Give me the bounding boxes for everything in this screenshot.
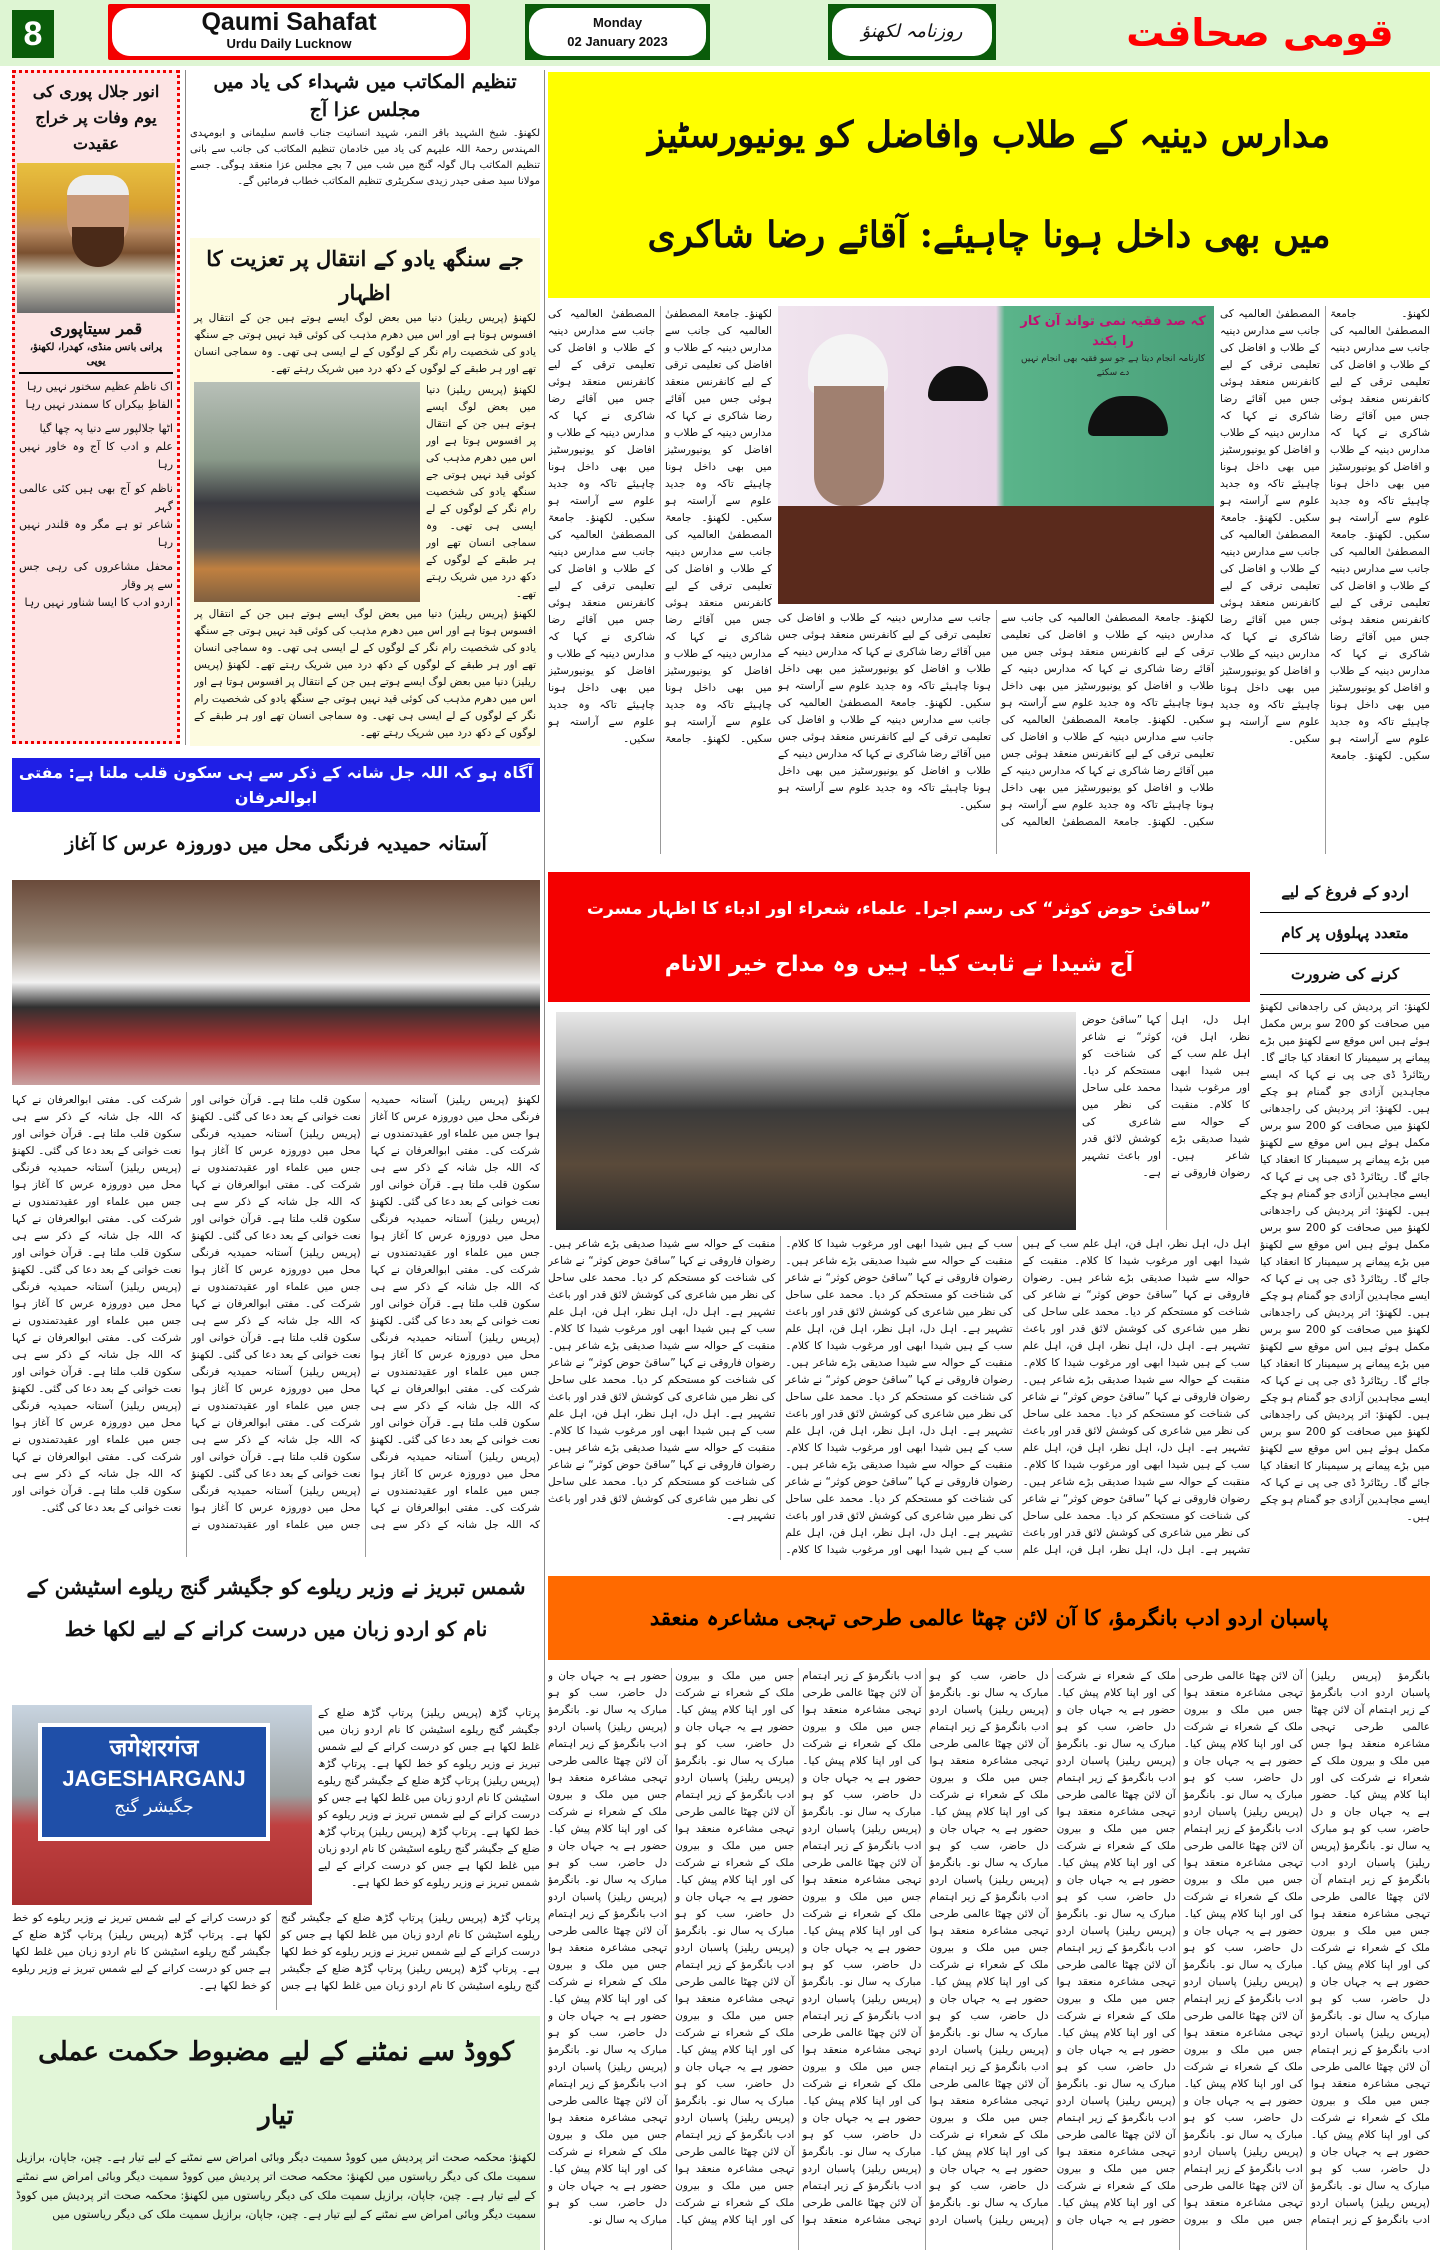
station-photo bbox=[12, 1705, 312, 1905]
page-number: 8 bbox=[12, 10, 54, 58]
masthead bbox=[0, 0, 1440, 66]
urs-body: لکھنؤ (پریس ریلیز) آستانہ حمیدیہ فرنگی محل میں دوروزہ عرس کا آغاز ہوا جس میں علماء اور عقیدتمندوں نے شرکت کی۔ مفتی ابوالعرفان نے کہا کہ اللہ جل شانہ کے ذکر سے ہی سکون قلب ملتا ہے۔ قرآن خوانی اور نعت خوانی کے بعد دعا کی گئی۔ لکھنؤ (پریس ریلیز) آستانہ حمیدیہ فرنگی محل میں دوروزہ عرس کا آغاز ہوا جس میں علماء اور عقیدتمندوں نے شرکت کی۔ مفتی ابوالعرفان نے کہا کہ اللہ جل شانہ کے ذکر سے ہی سکون قلب ملتا ہے۔ قرآن خوانی اور نعت خوانی کے بعد دعا کی گئی۔ لکھنؤ (پریس ریلیز) آستانہ حمیدیہ فرنگی محل میں دوروزہ عرس کا آغاز ہوا جس میں علماء اور عقیدتمندوں نے شرکت کی۔ مفتی ابوالعرفان نے کہا کہ اللہ جل شانہ کے ذکر سے ہی سکون قلب ملتا ہے۔ قرآن خوانی اور نعت خوانی کے بعد دعا کی گئی۔ لکھنؤ (پریس ریلیز) آستانہ حمیدیہ فرنگی محل میں دوروزہ عرس کا آغاز ہوا جس میں علماء اور عقیدتمندوں نے شرکت کی۔ مفتی ابوالعرفان نے کہا کہ اللہ جل شانہ کے ذکر سے ہی سکون قلب ملتا ہے۔ قرآن خوانی اور نعت خوانی کے بعد دعا کی گئی۔ لکھنؤ (پریس ریلیز) آستانہ حمیدیہ فرنگی محل میں دوروزہ عرس کا آغاز ہوا جس میں علماء اور عقیدتمندوں نے شرکت کی۔ مفتی ابوالعرفان نے کہا کہ اللہ جل شانہ کے ذکر سے ہی سکون قلب ملتا ہے۔ قرآن خوانی اور نعت خوانی کے بعد دعا کی گئی۔ لکھنؤ (پریس ریلیز) آستانہ حمیدیہ فرنگی محل میں دوروزہ عرس کا آغاز ہوا جس میں علماء اور عقیدتمندوں نے شرکت کی۔ مفتی ابوالعرفان نے کہا کہ اللہ جل شانہ کے ذکر سے ہی سکون قلب ملتا ہے۔ قرآن خوانی اور نعت خوانی کے بعد دعا کی گئی۔ لکھنؤ (پریس ریلیز) آستانہ حمیدیہ فرنگی محل میں دوروزہ عرس کا آغاز ہوا جس میں علماء اور عقیدتمندوں نے شرکت کی۔ مفتی ابوالعرفان نے کہا کہ اللہ جل شانہ کے ذکر سے ہی سکون قلب ملتا ہے۔ قرآن خوانی اور نعت خوانی کے بعد دعا کی گئی۔ لکھنؤ (پریس ریلیز) آستانہ حمیدیہ فرنگی محل میں دوروزہ عرس کا آغاز ہوا جس میں علماء اور عقیدتمندوں نے شرکت کی۔ مفتی ابوالعرفان نے کہا کہ اللہ جل شانہ کے ذکر سے ہی سکون قلب ملتا ہے۔ قرآن خوانی اور نعت خوانی کے بعد دعا کی گئی۔ لکھنؤ (پریس ریلیز) آستانہ حمیدیہ فرنگی محل میں دوروزہ عرس کا آغاز ہوا جس میں علماء اور عقیدتمندوں نے شرکت کی۔ مفتی ابوالعرفان نے کہا کہ اللہ جل شانہ کے ذکر سے ہی سکون قلب ملتا ہے۔ قرآن خوانی اور نعت خوانی کے بعد دعا کی گئی۔ لکھنؤ (پریس ریلیز) آستانہ حمیدیہ فرنگی محل میں دوروزہ عرس کا آغاز ہوا جس میں علماء اور عقیدتمندوں نے شرکت کی۔ مفتی ابوالعرفان نے کہا کہ اللہ جل شانہ کے ذکر سے ہی سکون قلب ملتا ہے۔ قرآن خوانی اور نعت خوانی کے بعد دعا کی گئی۔ لکھنؤ (پریس ریلیز) آستانہ حمیدیہ فرنگی محل میں دوروزہ عرس کا آغاز ہوا جس میں علماء اور عقیدتمندوں نے شرکت کی۔ مفتی ابوالعرفان نے کہا کہ اللہ جل شانہ کے ذکر سے ہی سکون قلب ملتا ہے۔ قرآن خوانی اور نعت خوانی کے بعد دعا کی گئی۔ bbox=[12, 1094, 540, 1531]
pasban-body: بانگرمؤ (پریس ریلیز) پاسبان اردو ادب بانگرمؤ کے زیر اہتمام آن لائن چھٹا عالمی طرحی تہجی مشاعرہ منعقد ہوا جس میں ملک و بیرون ملک کے شعراء نے شرکت کی اور اپنا کلام پیش کیا۔ حضور ہے یہ جہاں جان و دل حاضر، سب کو ہو مبارک یہ سال نو۔ بانگرمؤ (پریس ریلیز) پاسبان اردو ادب بانگرمؤ کے زیر اہتمام آن لائن چھٹا عالمی طرحی تہجی مشاعرہ منعقد ہوا جس میں ملک و بیرون ملک کے شعراء نے شرکت کی اور اپنا کلام پیش کیا۔ حضور ہے یہ جہاں جان و دل حاضر، سب کو ہو مبارک یہ سال نو۔ بانگرمؤ (پریس ریلیز) پاسبان اردو ادب بانگرمؤ کے زیر اہتمام آن لائن چھٹا عالمی طرحی تہجی مشاعرہ منعقد ہوا جس میں ملک و بیرون ملک کے شعراء نے شرکت کی اور اپنا کلام پیش کیا۔ حضور ہے یہ جہاں جان و دل حاضر، سب کو ہو مبارک یہ سال نو۔ بانگرمؤ (پریس ریلیز) پاسبان اردو ادب بانگرمؤ کے زیر اہتمام آن لائن چھٹا عالمی طرحی تہجی مشاعرہ منعقد ہوا جس میں ملک و بیرون ملک کے شعراء نے شرکت کی اور اپنا کلام پیش کیا۔ حضور ہے یہ جہاں جان و دل حاضر، سب کو ہو مبارک یہ سال نو۔ بانگرمؤ (پریس ریلیز) پاسبان اردو ادب بانگرمؤ کے زیر اہتمام آن لائن چھٹا عالمی طرحی تہجی مشاعرہ منعقد ہوا جس میں ملک و بیرون ملک کے شعراء نے شرکت کی اور اپنا کلام پیش کیا۔ حضور ہے یہ جہاں جان و دل حاضر، سب کو ہو مبارک یہ سال نو۔ بانگرمؤ (پریس ریلیز) پاسبان اردو ادب بانگرمؤ کے زیر اہتمام آن لائن چھٹا عالمی طرحی تہجی مشاعرہ منعقد ہوا جس میں ملک و بیرون ملک کے شعراء نے شرکت کی اور اپنا کلام پیش کیا۔ حضور ہے یہ جہاں جان و دل حاضر، سب کو ہو مبارک یہ سال نو۔ بانگرمؤ (پریس ریلیز) پاسبان اردو ادب بانگرمؤ کے زیر اہتمام آن لائن چھٹا عالمی طرحی تہجی مشاعرہ منعقد ہوا جس میں ملک و بیرون ملک کے شعراء نے شرکت کی اور اپنا کلام پیش کیا۔ حضور ہے یہ جہاں جان و دل حاضر، سب کو ہو مبارک یہ سال نو۔ بانگرمؤ (پریس ریلیز) پاسبان اردو ادب بانگرمؤ کے زیر اہتمام آن لائن چھٹا عالمی طرحی تہجی مشاعرہ منعقد ہوا جس میں ملک و بیرون ملک کے شعراء نے شرکت کی اور اپنا کلام پیش کیا۔ حضور ہے یہ جہاں جان و دل حاضر، سب کو ہو مبارک یہ سال نو۔ بانگرمؤ (پریس ریلیز) پاسبان اردو ادب بانگرمؤ کے زیر اہتمام آن لائن چھٹا عالمی طرحی تہجی مشاعرہ منعقد ہوا جس میں ملک و بیرون ملک کے شعراء نے شرکت کی اور اپنا کلام پیش کیا۔ حضور ہے یہ جہاں جان و دل حاضر، سب کو ہو مبارک یہ سال نو۔ بانگرمؤ (پریس ریلیز) پاسبان اردو ادب بانگرمؤ کے زیر اہتمام آن لائن چھٹا عالمی طرحی تہجی مشاعرہ منعقد ہوا جس میں ملک و بیرون ملک کے شعراء نے شرکت کی اور اپنا کلام پیش کیا۔ حضور ہے یہ جہاں جان و دل حاضر، سب کو ہو مبارک یہ سال نو۔ بانگرمؤ (پریس ریلیز) پاسبان اردو ادب بانگرمؤ کے زیر اہتمام آن لائن چھٹا عالمی طرحی تہجی مشاعرہ منعقد ہوا جس میں ملک و بیرون ملک کے شعراء نے شرکت کی اور اپنا کلام پیش کیا۔ حضور ہے یہ جہاں جان و دل حاضر، سب کو ہو مبارک یہ سال نو۔ بانگرمؤ (پریس ریلیز) پاسبان اردو ادب بانگرمؤ کے زیر اہتمام آن لائن چھٹا عالمی طرحی تہجی مشاعرہ منعقد ہوا جس میں ملک و بیرون ملک کے شعراء نے شرکت کی اور اپنا کلام پیش کیا۔ حضور ہے یہ جہاں جان و دل حاضر، سب کو ہو مبارک یہ سال نو۔ بانگرمؤ (پریس ریلیز) پاسبان اردو ادب بانگرمؤ کے زیر اہتمام آن لائن چھٹا عالمی طرحی تہجی مشاعرہ منعقد ہوا جس میں ملک و بیرون ملک کے شعراء نے شرکت کی اور اپنا کلام پیش کیا۔ حضور ہے یہ جہاں جان و دل حاضر، سب کو ہو مبارک یہ سال نو۔ بانگرمؤ (پریس ریلیز) پاسبان اردو ادب بانگرمؤ کے زیر اہتمام آن لائن چھٹا عالمی طرحی تہجی مشاعرہ منعقد ہوا جس میں ملک و بیرون ملک کے شعراء نے شرکت کی اور اپنا کلام پیش کیا۔ حضور ہے یہ جہاں جان و دل حاضر، سب کو ہو مبارک یہ سال نو۔ بانگرمؤ (پریس ریلیز) پاسبان اردو ادب بانگرمؤ کے زیر اہتمام آن لائن چھٹا عالمی طرحی تہجی مشاعرہ منعقد ہوا جس میں ملک و بیرون ملک کے شعراء نے شرکت کی اور اپنا کلام پیش کیا۔ حضور ہے یہ جہاں جان و دل حاضر، سب کو ہو مبارک یہ سال نو۔ بانگرمؤ (پریس ریلیز) پاسبان اردو ادب بانگرمؤ کے زیر اہتمام آن لائن چھٹا عالمی طرحی تہجی مشاعرہ منعقد ہوا جس میں ملک و بیرون ملک کے شعراء نے شرکت کی اور اپنا کلام پیش کیا۔ حضور ہے یہ جہاں جان و دل حاضر، سب کو ہو مبارک یہ سال نو۔ بانگرمؤ (پریس ریلیز) پاسبان اردو ادب بانگرمؤ کے زیر اہتمام آن لائن چھٹا عالمی طرحی تہجی مشاعرہ منعقد ہوا جس میں ملک و بیرون ملک کے شعراء نے شرکت کی اور اپنا کلام پیش کیا۔ حضور ہے یہ جہاں جان و دل حاضر، سب کو ہو مبارک یہ سال نو۔ بانگرمؤ (پریس ریلیز) پاسبان اردو ادب بانگرمؤ کے زیر اہتمام آن لائن چھٹا عالمی طرحی تہجی مشاعرہ منعقد ہوا جس میں ملک و بیرون ملک کے شعراء نے شرکت کی اور اپنا کلام پیش کیا۔ حضور ہے یہ جہاں جان و دل حاضر، سب کو ہو مبارک یہ سال نو۔ بانگرمؤ (پریس ریلیز) پاسبان اردو ادب بانگرمؤ کے زیر اہتمام آن لائن چھٹا عالمی طرحی تہجی مشاعرہ منعقد ہوا جس میں ملک و بیرون ملک کے شعراء نے شرکت کی اور اپنا کلام پیش کیا۔ حضور ہے یہ جہاں جان و دل حاضر، سب کو ہو مبارک یہ سال نو۔ بانگرمؤ (پریس ریلیز) پاسبان اردو ادب بانگرمؤ کے زیر اہتمام آن لائن چھٹا عالمی طرحی تہجی مشاعرہ منعقد ہوا جس میں ملک و بیرون ملک کے شعراء نے شرکت کی اور اپنا کلام پیش کیا۔ حضور ہے یہ جہاں جان و دل حاضر، سب کو ہو مبارک یہ سال نو۔ بانگرمؤ (پریس ریلیز) پاسبان اردو ادب بانگرمؤ کے زیر اہتمام آن لائن چھٹا عالمی طرحی تہجی مشاعرہ منعقد ہوا جس میں ملک و بیرون ملک کے شعراء نے شرکت کی اور اپنا کلام پیش کیا۔ حضور ہے یہ جہاں جان و دل حاضر، سب کو ہو مبارک یہ سال نو۔ بانگرمؤ (پریس ریلیز) پاسبان اردو ادب بانگرمؤ کے زیر اہتمام آن لائن چھٹا عالمی طرحی تہجی مشاعرہ منعقد ہوا جس میں ملک و بیرون ملک کے شعراء نے شرکت کی اور اپنا کلام پیش کیا۔ حضور ہے یہ جہاں جان و دل حاضر، سب کو ہو مبارک یہ سال نو۔ بانگرمؤ (پریس ریلیز) پاسبان اردو ادب بانگرمؤ کے زیر اہتمام آن لائن چھٹا عالمی طرحی تہجی مشاعرہ منعقد ہوا جس میں ملک و بیرون ملک کے شعراء نے شرکت کی اور اپنا کلام پیش کیا۔ حضور ہے یہ جہاں جان و دل حاضر، سب کو ہو مبارک یہ سال نو۔ bbox=[548, 1670, 1430, 2226]
lead-photo bbox=[778, 306, 1214, 604]
promo-headline-line3: کرنے کی ضرورت bbox=[1260, 954, 1430, 995]
verse: ناظم کو آج بھی ہیں کئی عالمی گہر bbox=[19, 482, 173, 513]
promo-body: لکھنؤ: اتر پردیش کی راجدھانی لکھنؤ میں صحافت کو 200 سو برس مکمل ہوئے ہیں اس موقع سے لکھنؤ میں بڑے پیمانے پر سیمینار کا انعقاد کیا جائے گا۔ ریٹائرڈ ڈی جی پی نے کہا کہ ایسے مجاہدین آزادی جو گمنام ہو چکے ہیں۔ لکھنؤ: اتر پردیش کی راجدھانی لکھنؤ میں صحافت کو 200 سو برس مکمل ہوئے ہیں اس موقع سے لکھنؤ میں بڑے پیمانے پر سیمینار کا انعقاد کیا جائے گا۔ ریٹائرڈ ڈی جی پی نے کہا کہ ایسے مجاہدین آزادی جو گمنام ہو چکے ہیں۔ لکھنؤ: اتر پردیش کی راجدھانی لکھنؤ میں صحافت کو 200 سو برس مکمل ہوئے ہیں اس موقع سے لکھنؤ میں بڑے پیمانے پر سیمینار کا انعقاد کیا جائے گا۔ ریٹائرڈ ڈی جی پی نے کہا کہ ایسے مجاہدین آزادی جو گمنام ہو چکے ہیں۔ لکھنؤ: اتر پردیش کی راجدھانی لکھنؤ میں صحافت کو 200 سو برس مکمل ہوئے ہیں اس موقع سے لکھنؤ میں بڑے پیمانے پر سیمینار کا انعقاد کیا جائے گا۔ ریٹائرڈ ڈی جی پی نے کہا کہ ایسے مجاہدین آزادی جو گمنام ہو چکے ہیں۔ لکھنؤ: اتر پردیش کی راجدھانی لکھنؤ میں صحافت کو 200 سو برس مکمل ہوئے ہیں اس موقع سے لکھنؤ میں بڑے پیمانے پر سیمینار کا انعقاد کیا جائے گا۔ ریٹائرڈ ڈی جی پی نے کہا کہ ایسے مجاہدین آزادی جو گمنام ہو چکے ہیں۔ bbox=[1260, 1001, 1430, 1523]
verse: اک ناظمِ عظیم سخنور نہیں رہا bbox=[26, 380, 173, 393]
poet-name: قمر سیتاپوری bbox=[49, 319, 143, 338]
condolence-photo bbox=[194, 382, 420, 602]
verse: اردو ادب کا ایسا شناور نہیں رہا bbox=[24, 596, 173, 609]
jaysingh-article bbox=[190, 238, 540, 746]
urdu-logo: قومی صحافت bbox=[1126, 11, 1394, 55]
column-divider bbox=[185, 70, 186, 745]
paper-subtitle: Urdu Daily Lucknow bbox=[226, 36, 352, 51]
verse: اٹھا جلالپور سے دنیا پہ چھا گیا bbox=[39, 422, 173, 435]
lead-headline-box bbox=[548, 72, 1430, 298]
lead-body-left: لکھنؤ۔ جامعۃ المصطفیٰ العالمیہ کی جانب سے مدارس دینیہ کے طلاب و افاضل کی تعلیمی ترقی کے لیے کانفرنس منعقد ہوئی جس میں آقائے رضا شاکری نے کہا کہ مدارس دینیہ کے طلاب و افاضل کو یونیورسٹیز میں بھی داخل ہونا چاہیئے تاکہ وہ جدید علوم سے آراستہ ہو سکیں۔ لکھنؤ۔ جامعۃ المصطفیٰ العالمیہ کی جانب سے مدارس دینیہ کے طلاب و افاضل کی تعلیمی ترقی کے لیے کانفرنس منعقد ہوئی جس میں آقائے رضا شاکری نے کہا کہ مدارس دینیہ کے طلاب و افاضل کو یونیورسٹیز میں بھی داخل ہونا چاہیئے تاکہ وہ جدید علوم سے آراستہ ہو سکیں۔ لکھنؤ۔ جامعۃ المصطفیٰ العالمیہ کی جانب سے مدارس دینیہ کے طلاب و افاضل کی تعلیمی ترقی کے لیے کانفرنس منعقد ہوئی جس میں آقائے رضا شاکری نے کہا کہ مدارس دینیہ کے طلاب و افاضل کو یونیورسٹیز میں بھی داخل ہونا چاہیئے تاکہ وہ جدید علوم سے آراستہ ہو سکیں۔ لکھنؤ۔ جامعۃ المصطفیٰ العالمیہ کی جانب سے مدارس دینیہ کے طلاب و افاضل کی تعلیمی ترقی کے لیے کانفرنس منعقد ہوئی جس میں آقائے رضا شاکری نے کہا کہ مدارس دینیہ کے طلاب و افاضل کو یونیورسٹیز میں بھی داخل ہونا چاہیئے تاکہ وہ جدید علوم سے آراستہ ہو سکیں۔ bbox=[548, 308, 772, 745]
jaysingh-headline: جے سنگھ یادو کے انتقال پر تعزیت کا اظہار bbox=[206, 246, 524, 305]
railway-body: پرتاپ گڑھ (پریس ریلیز) پرتاپ گڑھ ضلع کے جگیشر گنج ریلوے اسٹیشن کا نام اردو زبان میں غلط لکھا ہے جس کو درست کرانے کے لیے شمس تبریز نے وزیر ریلوے کو خط لکھا ہے۔ پرتاپ گڑھ (پریس ریلیز) پرتاپ گڑھ ضلع کے جگیشر گنج ریلوے اسٹیشن کا نام اردو زبان میں غلط لکھا ہے جس کو درست کرانے کے لیے شمس تبریز نے وزیر ریلوے کو خط لکھا ہے۔ پرتاپ گڑھ (پریس ریلیز) پرتاپ گڑھ ضلع کے جگیشر گنج ریلوے اسٹیشن کا نام اردو زبان میں غلط لکھا ہے جس کو درست کرانے کے لیے شمس تبریز نے وزیر ریلوے کو خط لکھا ہے۔ bbox=[12, 1912, 540, 1992]
tribute-headline: انور جلال پوری کی یوم وفات پر خراج عقیدت bbox=[32, 82, 160, 153]
book-launch-photo bbox=[556, 1012, 1076, 1230]
banner-persian: کہ صد فقیہ نمی تواند آن کار را بکند bbox=[1020, 314, 1206, 349]
covid-body: لکھنؤ: محکمہ صحت اتر پردیش میں کووڈ سمیت دیگر وبائی امراض سے نمٹنے کے لیے تیار ہے۔ چین، جاپان، برازیل سمیت ملک کی دیگر ریاستوں میں لکھنؤ: محکمہ صحت اتر پردیش میں کووڈ سمیت دیگر وبائی امراض سے نمٹنے کے لیے تیار ہے۔ چین، جاپان، برازیل سمیت ملک کی دیگر ریاستوں میں لکھنؤ: محکمہ صحت اتر پردیش میں کووڈ سمیت دیگر وبائی امراض سے نمٹنے کے لیے تیار ہے۔ چین، جاپان، برازیل سمیت ملک کی دیگر ریاستوں میں bbox=[16, 2151, 536, 2221]
tanzeem-body: لکھنؤ۔ شیخ الشہید باقر النمر، شہید انسانیت جناب قاسم سلیمانی و ابومہدی المہندس رحمۃ اللہ علیہم کی یاد میں خادمان تنظیم المکاتب کی جانب سے بانی تنظیم المکاتب ہال گولہ گنج میں شب میں 7 بجے مجلس عزا منعقد ہوگی۔ جسے مولانا سید صفی حیدر زیدی سکریٹری تنظیم المکاتب خطاب فرمائیں گے۔ bbox=[190, 128, 540, 187]
column-divider bbox=[544, 70, 545, 2250]
lead-headline-line2: میں بھی داخل ہونا چاہیئے: آقائے رضا شاکری bbox=[647, 214, 1331, 256]
verse: محفل مشاعروں کی رہی جس سے پر وقار bbox=[19, 560, 173, 591]
urs-headline: آستانہ حمیدیہ فرنگی محل میں دوروزہ عرس کا آغاز bbox=[65, 833, 487, 855]
lead-body-right: لکھنؤ۔ جامعۃ المصطفیٰ العالمیہ کی جانب سے مدارس دینیہ کے طلاب و افاضل کی تعلیمی ترقی کے لیے کانفرنس منعقد ہوئی جس میں آقائے رضا شاکری نے کہا کہ مدارس دینیہ کے طلاب و افاضل کو یونیورسٹیز میں بھی داخل ہونا چاہیئے تاکہ وہ جدید علوم سے آراستہ ہو سکیں۔ لکھنؤ۔ جامعۃ المصطفیٰ العالمیہ کی جانب سے مدارس دینیہ کے طلاب و افاضل کی تعلیمی ترقی کے لیے کانفرنس منعقد ہوئی جس میں آقائے رضا شاکری نے کہا کہ مدارس دینیہ کے طلاب و افاضل کو یونیورسٹیز میں بھی داخل ہونا چاہیئے تاکہ وہ جدید علوم سے آراستہ ہو سکیں۔ لکھنؤ۔ جامعۃ المصطفیٰ العالمیہ کی جانب سے مدارس دینیہ کے طلاب و افاضل کی تعلیمی ترقی کے لیے کانفرنس منعقد ہوئی جس میں آقائے رضا شاکری نے کہا کہ مدارس دینیہ کے طلاب و افاضل کو یونیورسٹیز میں بھی داخل ہونا چاہیئے تاکہ وہ جدید علوم سے آراستہ ہو سکیں۔ لکھنؤ۔ جامعۃ المصطفیٰ العالمیہ کی جانب سے مدارس دینیہ کے طلاب و افاضل کی تعلیمی ترقی کے لیے کانفرنس منعقد ہوئی جس میں آقائے رضا شاکری نے کہا کہ مدارس دینیہ کے طلاب و افاضل کو یونیورسٹیز میں بھی داخل ہونا چاہیئے تاکہ وہ جدید علوم سے آراستہ ہو سکیں۔ bbox=[1220, 308, 1430, 762]
tribute-verses bbox=[19, 378, 173, 612]
tribute-box bbox=[12, 70, 180, 744]
covid-headline: کووڈ سے نمٹنے کے لیے مضبوط حکمت عملی تیار bbox=[38, 2037, 514, 2131]
day: Monday bbox=[592, 15, 643, 30]
pasban-headline: پاسبان اردو ادب بانگرمؤ، کا آن لائن چھٹا عالمی طرحی تہجی مشاعرہ منعقد bbox=[548, 1576, 1430, 1660]
urdu-promo-article bbox=[1260, 872, 1430, 1560]
jaysingh-body: لکھنؤ (پریس ریلیز) دنیا میں بعض لوگ ایسے ہوتے ہیں جن کے انتقال پر افسوس ہوتا ہے اور اس میں دھرم مذہب کی کوئی قید نہیں ہوتی جے سنگھ یادو کی شخصیت رام نگر کے لوگوں کے لے ایسی ہی تھی۔ وہ سماجی انسان تھے اور ہر طبقے کے لوگوں کے دکھ درد میں شریک رہتے تھے۔ bbox=[426, 384, 536, 600]
lead-headline-line1: مدارس دینیہ کے طلاب وافاضل کو یونیورسٹیز bbox=[647, 114, 1331, 156]
verse: الفاظِ بیکراں کا سمندر نہیں رہا bbox=[25, 398, 173, 411]
saqi-headline-line1: ”ساقیٔ حوض کوثر“ کی رسم اجرا۔ علماء، شعراء اور ادباء کا اظہار مسرت bbox=[586, 899, 1212, 919]
urs-photo bbox=[12, 880, 540, 1085]
roznama-box bbox=[828, 4, 996, 60]
paper-title: Qaumi Sahafat bbox=[201, 8, 377, 36]
covid-article bbox=[12, 2016, 540, 2250]
railway-headline: شمس تبریز نے وزیر ریلوے کو جگیشر گنج ریلوے اسٹیشن کے نام کو اردو زبان میں درست کرانے کے لیے لکھا خط bbox=[26, 1575, 526, 1641]
saqi-headline-box bbox=[548, 872, 1250, 1002]
jaysingh-intro: لکھنؤ (پریس ریلیز) دنیا میں بعض لوگ ایسے ہوتے ہیں جن کے انتقال پر افسوس ہوتا ہے اور اس میں دھرم مذہب کی کوئی قید نہیں ہوتی جے سنگھ یادو کی شخصیت رام نگر کے لوگوں کے لے ایسی ہی تھی۔ وہ سماجی انسان تھے اور ہر طبقے کے لوگوں کے دکھ درد میں شریک رہتے تھے۔ bbox=[194, 312, 536, 375]
date: 02 January 2023 bbox=[567, 34, 668, 49]
paper-name-box bbox=[108, 4, 470, 60]
sign-hindi: जगेशरगंज bbox=[109, 1734, 199, 1762]
tanzeem-article bbox=[190, 68, 540, 232]
promo-headline-line2: متعدد پہلوؤں پر کام bbox=[1260, 913, 1430, 954]
quote-banner: آگاہ ہو کہ اللہ جل شانہ کے ذکر سے ہی سکون قلب ملتا ہے: مفتی ابوالعرفان bbox=[12, 758, 540, 812]
verse: علم و ادب کا آج وہ خاور نہیں رہا bbox=[19, 440, 173, 471]
poet-address: پرانی بانس منڈی، کھدرا، لکھنؤ، یوپی bbox=[19, 341, 173, 374]
date-box bbox=[525, 4, 710, 60]
saqi-body-side: اہل دل، اہل نظر، اہل فن، اہل علم سب کے ہیں شیدا ابھی اور مرغوب شیدا کا کلام۔ منقبت کے حوالہ سے شیدا صدیقی بڑے شاعر ہیں۔ رضوان فاروقی نے کہا ”ساقیٔ حوض کوثر“ نے شاعر کی شناخت کو مستحکم کر دیا۔ محمد علی ساحل کی نظر میں شاعری کی کوشش لائق قدر اور باعث تشہیر ہے۔ bbox=[1082, 1014, 1250, 1179]
verse: شاعر تو ہے مگر وہ قلندر نہیں رہا bbox=[19, 518, 173, 549]
saqi-body: اہل دل، اہل نظر، اہل فن، اہل علم سب کے ہیں شیدا ابھی اور مرغوب شیدا کا کلام۔ منقبت کے حوالہ سے شیدا صدیقی بڑے شاعر ہیں۔ رضوان فاروقی نے کہا ”ساقیٔ حوض کوثر“ نے شاعر کی شناخت کو مستحکم کر دیا۔ محمد علی ساحل کی نظر میں شاعری کی کوشش لائق قدر اور باعث تشہیر ہے۔ اہل دل، اہل نظر، اہل فن، اہل علم سب کے ہیں شیدا ابھی اور مرغوب شیدا کا کلام۔ منقبت کے حوالہ سے شیدا صدیقی بڑے شاعر ہیں۔ رضوان فاروقی نے کہا ”ساقیٔ حوض کوثر“ نے شاعر کی شناخت کو مستحکم کر دیا۔ محمد علی ساحل کی نظر میں شاعری کی کوشش لائق قدر اور باعث تشہیر ہے۔ اہل دل، اہل نظر، اہل فن، اہل علم سب کے ہیں شیدا ابھی اور مرغوب شیدا کا کلام۔ منقبت کے حوالہ سے شیدا صدیقی بڑے شاعر ہیں۔ رضوان فاروقی نے کہا ”ساقیٔ حوض کوثر“ نے شاعر کی شناخت کو مستحکم کر دیا۔ محمد علی ساحل کی نظر میں شاعری کی کوشش لائق قدر اور باعث تشہیر ہے۔ اہل دل، اہل نظر، اہل فن، اہل علم سب کے ہیں شیدا ابھی اور مرغوب شیدا کا کلام۔ منقبت کے حوالہ سے شیدا صدیقی بڑے شاعر ہیں۔ رضوان فاروقی نے کہا ”ساقیٔ حوض کوثر“ نے شاعر کی شناخت کو مستحکم کر دیا۔ محمد علی ساحل کی نظر میں شاعری کی کوشش لائق قدر اور باعث تشہیر ہے۔ اہل دل، اہل نظر، اہل فن، اہل علم سب کے ہیں شیدا ابھی اور مرغوب شیدا کا کلام۔ منقبت کے حوالہ سے شیدا صدیقی بڑے شاعر ہیں۔ رضوان فاروقی نے کہا ”ساقیٔ حوض کوثر“ نے شاعر کی شناخت کو مستحکم کر دیا۔ محمد علی ساحل کی نظر میں شاعری کی کوشش لائق قدر اور باعث تشہیر ہے۔ اہل دل، اہل نظر، اہل فن، اہل علم سب کے ہیں شیدا ابھی اور مرغوب شیدا کا کلام۔ منقبت کے حوالہ سے شیدا صدیقی بڑے شاعر ہیں۔ رضوان فاروقی نے کہا ”ساقیٔ حوض کوثر“ نے شاعر کی شناخت کو مستحکم کر دیا۔ محمد علی ساحل کی نظر میں شاعری کی کوشش لائق قدر اور باعث تشہیر ہے۔ اہل دل، اہل نظر، اہل فن، اہل علم سب کے ہیں شیدا ابھی اور مرغوب شیدا کا کلام۔ منقبت کے حوالہ سے شیدا صدیقی بڑے شاعر ہیں۔ رضوان فاروقی نے کہا ”ساقیٔ حوض کوثر“ نے شاعر کی شناخت کو مستحکم کر دیا۔ محمد علی ساحل کی نظر میں شاعری کی کوشش لائق قدر اور باعث تشہیر ہے۔ اہل دل، اہل نظر، اہل فن، اہل علم سب کے ہیں شیدا ابھی اور مرغوب شیدا کا کلام۔ منقبت کے حوالہ سے شیدا صدیقی بڑے شاعر ہیں۔ رضوان فاروقی نے کہا ”ساقیٔ حوض کوثر“ نے شاعر کی شناخت کو مستحکم کر دیا۔ محمد علی ساحل کی نظر میں شاعری کی کوشش لائق قدر اور باعث تشہیر ہے۔ اہل دل، اہل نظر، اہل فن، اہل علم سب کے ہیں شیدا ابھی اور مرغوب شیدا کا کلام۔ منقبت کے حوالہ سے شیدا صدیقی بڑے شاعر ہیں۔ رضوان فاروقی نے کہا ”ساقیٔ حوض کوثر“ نے شاعر کی شناخت کو مستحکم کر دیا۔ محمد علی ساحل کی نظر میں شاعری کی کوشش لائق قدر اور باعث تشہیر ہے۔ bbox=[548, 1238, 1250, 1556]
saqi-headline-line2: آج شیدا نے ثابت کیا۔ ہیں وہ مداح خیر الانام bbox=[664, 952, 1134, 977]
sign-english: JAGESHARGANJ bbox=[62, 1766, 246, 1791]
tanzeem-headline: تنظیم المکاتب میں شہداء کی یاد میں مجلس عزا آج bbox=[213, 71, 517, 121]
poet-photo bbox=[17, 163, 175, 313]
roznama-label: روزنامہ لکھنؤ bbox=[832, 8, 992, 56]
jaysingh-body-cont: لکھنؤ (پریس ریلیز) دنیا میں بعض لوگ ایسے ہوتے ہیں جن کے انتقال پر افسوس ہوتا ہے اور اس میں دھرم مذہب کی کوئی قید نہیں ہوتی جے سنگھ یادو کی شخصیت رام نگر کے لوگوں کے لے ایسی ہی تھی۔ وہ سماجی انسان تھے اور ہر طبقے کے لوگوں کے دکھ درد میں شریک رہتے تھے۔ لکھنؤ (پریس ریلیز) دنیا میں بعض لوگ ایسے ہوتے ہیں جن کے انتقال پر افسوس ہوتا ہے اور اس میں دھرم مذہب کی کوئی قید نہیں ہوتی جے سنگھ یادو کی شخصیت رام نگر کے لوگوں کے لے ایسی ہی تھی۔ وہ سماجی انسان تھے اور ہر طبقے کے لوگوں کے دکھ درد میں شریک رہتے تھے۔ bbox=[194, 608, 536, 739]
lead-body-under: لکھنؤ۔ جامعۃ المصطفیٰ العالمیہ کی جانب سے مدارس دینیہ کے طلاب و افاضل کی تعلیمی ترقی کے لیے کانفرنس منعقد ہوئی جس میں آقائے رضا شاکری نے کہا کہ مدارس دینیہ کے طلاب و افاضل کو یونیورسٹیز میں بھی داخل ہونا چاہیئے تاکہ وہ جدید علوم سے آراستہ ہو سکیں۔ لکھنؤ۔ جامعۃ المصطفیٰ العالمیہ کی جانب سے مدارس دینیہ کے طلاب و افاضل کی تعلیمی ترقی کے لیے کانفرنس منعقد ہوئی جس میں آقائے رضا شاکری نے کہا کہ مدارس دینیہ کے طلاب و افاضل کو یونیورسٹیز میں بھی داخل ہونا چاہیئے تاکہ وہ جدید علوم سے آراستہ ہو سکیں۔ لکھنؤ۔ جامعۃ المصطفیٰ العالمیہ کی جانب سے مدارس دینیہ کے طلاب و افاضل کی تعلیمی ترقی کے لیے کانفرنس منعقد ہوئی جس میں آقائے رضا شاکری نے کہا کہ مدارس دینیہ کے طلاب و افاضل کو یونیورسٹیز میں بھی داخل ہونا چاہیئے تاکہ وہ جدید علوم سے آراستہ ہو سکیں۔ لکھنؤ۔ جامعۃ المصطفیٰ العالمیہ کی جانب سے مدارس دینیہ کے طلاب و افاضل کی تعلیمی ترقی کے لیے کانفرنس منعقد ہوئی جس میں آقائے رضا شاکری نے کہا کہ مدارس دینیہ کے طلاب و افاضل کو یونیورسٹیز میں بھی داخل ہونا چاہیئے تاکہ وہ جدید علوم سے آراستہ ہو سکیں۔ bbox=[778, 612, 1214, 828]
banner-urdu: کارنامہ انجام دیتا ہے جو سو فقیہ بھی انجام نہیں دے سکتے bbox=[1021, 354, 1205, 378]
promo-headline-line1: اردو کے فروغ کے لیے bbox=[1260, 872, 1430, 913]
sign-urdu: جگیشر گنج bbox=[114, 1797, 194, 1817]
railway-body-side: پرتاپ گڑھ (پریس ریلیز) پرتاپ گڑھ ضلع کے جگیشر گنج ریلوے اسٹیشن کا نام اردو زبان میں غلط لکھا ہے جس کو درست کرانے کے لیے شمس تبریز نے وزیر ریلوے کو خط لکھا ہے۔ پرتاپ گڑھ (پریس ریلیز) پرتاپ گڑھ ضلع کے جگیشر گنج ریلوے اسٹیشن کا نام اردو زبان میں غلط لکھا ہے جس کو درست کرانے کے لیے شمس تبریز نے وزیر ریلوے کو خط لکھا ہے۔ پرتاپ گڑھ (پریس ریلیز) پرتاپ گڑھ ضلع کے جگیشر گنج ریلوے اسٹیشن کا نام اردو زبان میں غلط لکھا ہے جس کو درست کرانے کے لیے شمس تبریز نے وزیر ریلوے کو خط لکھا ہے۔ bbox=[318, 1707, 540, 1889]
